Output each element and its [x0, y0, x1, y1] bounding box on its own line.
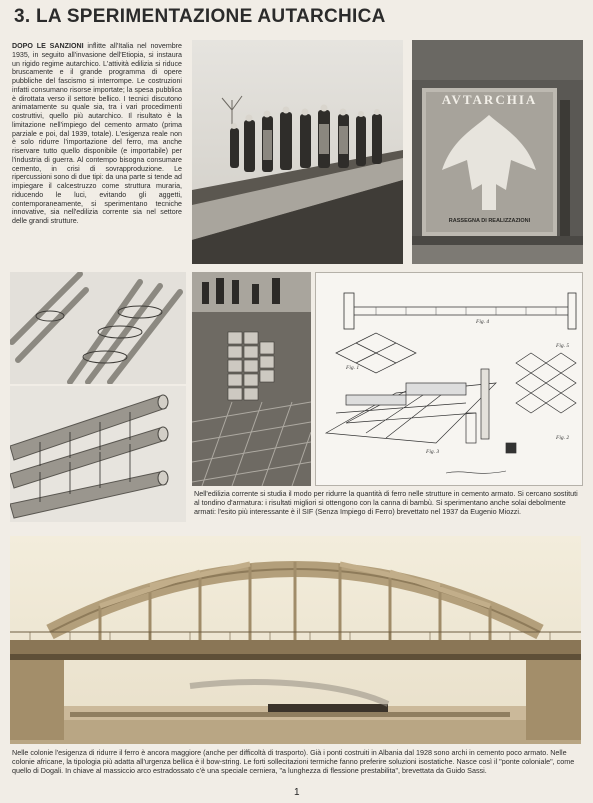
photo-bamboo-reinforcement-top [10, 272, 186, 384]
caption-colonial-bridge: Nelle colonie l'esigenza di ridurre il ferro è ancora maggiore (anche per difficoltà di trasporto). Già i ponti costruiti in Albania dal 1928 sono archi in cemento poco armato. Nelle colonie africane, la tipologia più adatta all'urgenza bellica è il bow-string. Le forti sollecitazioni termiche fanno preferire soluzioni isostatiche. Nasce così il "ponte coloniale", come quello di Dogali. In chiave al massiccio arco estradossato c'è una speciale cerniera, "a lunghezza di flessione prestabilita", brevettata da Guido Sassi. [12, 749, 575, 775]
fig-label-3: Fig. 3 [426, 449, 440, 455]
fig-label-4: Fig. 4 [476, 319, 490, 325]
photo-autarchia-exhibition [412, 40, 583, 264]
photo-sif-floor-blocks [192, 272, 311, 486]
photo-officials-walking [192, 40, 403, 264]
photo-dogali-bridge [10, 536, 581, 744]
fig-label-1: Fig. 1 [346, 365, 360, 371]
page-title: 3. LA SPERIMENTAZIONE AUTARCHICA [14, 6, 386, 27]
photo-bamboo-reinforcement-bottom [10, 386, 186, 522]
fig-label-2: Fig. 2 [556, 435, 570, 441]
poster-footer: RASSEGNA DI REALIZZAZIONI [448, 218, 531, 224]
intro-text [12, 42, 182, 264]
caption-sif: Nell'edilizia corrente si studia il modo per ridurre la quantità di ferro nelle strutture in cemento armato. Si cercano sostituti al tondino d'armatura: i risultati migliori si ottengono con la canna di bambù. Si sperimentano anche solai debolmente armati: l'esito più interessante è il SIF (Senza Impiego di Ferro) brevettato nel 1937 da Eugenio Miozzi. [194, 490, 578, 516]
technical-drawing-sif [315, 272, 583, 486]
intro-lead: DOPO LE SANZIONI [12, 42, 84, 50]
page-number: 1 [294, 787, 300, 798]
intro-body: inflitte all'Italia nel novembre 1935, in seguito all'invasione dell'Etiopia, si instaura un rigido regime autarchico. L'attività edilizia si riduce bruscamente e il grande programma di opere pubbliche del fascismo si interrompe. Le costruzioni infatti consumano risorse importate; la spesa pubblica è dirottata verso il settore bellico. I tecnici discutono animatamente su quale sia, tra i vari procedimenti costruttivi, quello più autarchico. Il risultato è la limitazione nell'impiego del cemento armato (prima parziale e poi, dal 1939, totale). L'esigenza reale non è solo ridurre l'importazione del ferro, ma anche riservare tutto quello disponibile (e importabile) per l'industria di guerra. Al contempo bisogna consumare cemento, in crisi di sovrapproduzione. Le ripercussioni sono di due tipi: da una parte si tende ad impiegare il calcestruzzo come struttura muraria, riducendo le luci, evitando gli aggetti, contemporaneamente, si sperimentano tecniche innovative, sia nell'edilizia corrente sia nel settore delle grandi strutture. [12, 42, 182, 225]
poster-headline: AVTARCHIA [441, 92, 538, 107]
fig-label-5: Fig. 5 [556, 343, 570, 349]
